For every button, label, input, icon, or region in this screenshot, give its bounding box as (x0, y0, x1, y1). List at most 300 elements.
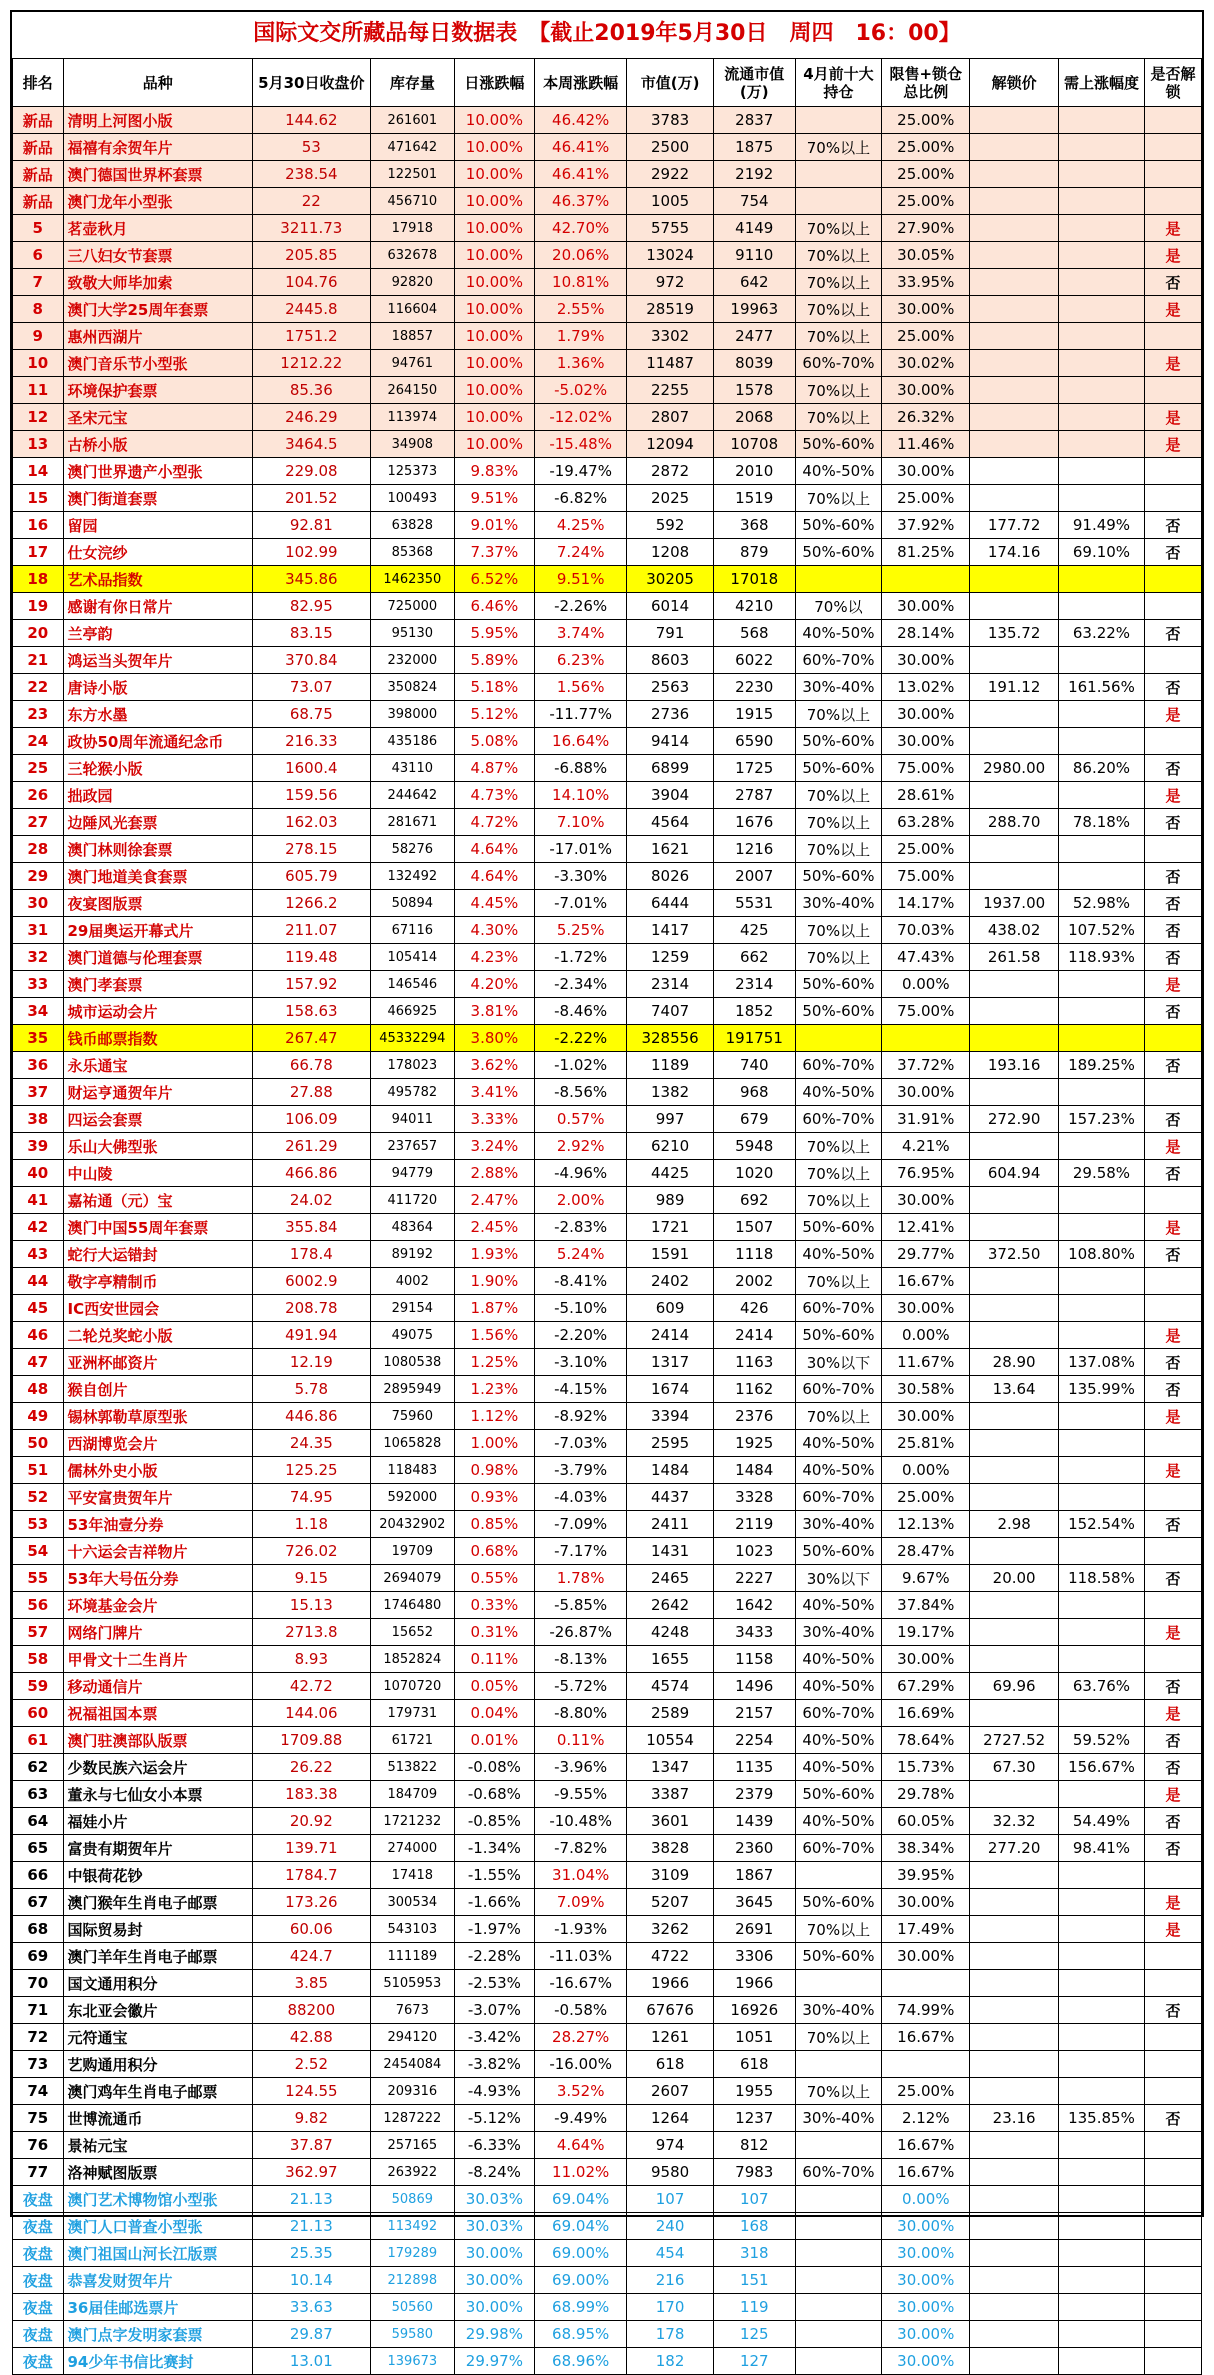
cell-rank: 45 (13, 1295, 64, 1322)
cell-hold: 70%以上 (795, 836, 881, 863)
cell-price: 24.35 (252, 1430, 370, 1457)
cell-hold: 30%-40% (795, 1511, 881, 1538)
cell-ratio: 16.67% (882, 2024, 970, 2051)
cell-flag: 是 (1145, 1214, 1202, 1241)
cell-stock: 1746480 (370, 1592, 454, 1619)
cell-mv: 1189 (627, 1052, 713, 1079)
cell-flag: 否 (1145, 1997, 1202, 2024)
cell-week: -1.72% (534, 944, 627, 971)
cell-flag: 否 (1145, 1565, 1202, 1592)
table-row (13, 1295, 1202, 1322)
cell-fmv: 1875 (713, 134, 795, 161)
cell-rank: 新品 (13, 107, 64, 134)
cell-hold: 70%以上 (795, 2024, 881, 2051)
cell-ratio: 30.00% (882, 1295, 970, 1322)
cell-pct: 2.45% (454, 1214, 534, 1241)
cell-pct: -3.42% (454, 2024, 534, 2051)
cell-stock: 179731 (370, 1700, 454, 1727)
cell-unlock (970, 350, 1058, 377)
cell-stock: 725000 (370, 593, 454, 620)
cell-pct: -4.93% (454, 2078, 534, 2105)
cell-name: 乐山大佛型张 (63, 1133, 252, 1160)
cell-need (1058, 1889, 1144, 1916)
cell-rank: 7 (13, 269, 64, 296)
cell-pct: 2.88% (454, 1160, 534, 1187)
cell-mv: 2025 (627, 485, 713, 512)
cell-week: -2.20% (534, 1322, 627, 1349)
cell-ratio: 13.02% (882, 674, 970, 701)
cell-ratio (882, 1970, 970, 1997)
cell-price: 446.86 (252, 1403, 370, 1430)
cell-rank: 76 (13, 2132, 64, 2159)
cell-flag: 否 (1145, 1511, 1202, 1538)
cell-price: 2713.8 (252, 1619, 370, 1646)
cell-ratio: 74.99% (882, 1997, 970, 2024)
cell-fmv: 1578 (713, 377, 795, 404)
cell-flag (1145, 647, 1202, 674)
cell-mv: 3601 (627, 1808, 713, 1835)
cell-stock: 50894 (370, 890, 454, 917)
cell-rank: 33 (13, 971, 64, 998)
cell-ratio: 11.46% (882, 431, 970, 458)
cell-flag: 是 (1145, 1619, 1202, 1646)
table-row (13, 1106, 1202, 1133)
cell-unlock (970, 728, 1058, 755)
cell-need: 63.76% (1058, 1673, 1144, 1700)
cell-name: 中银荷花钞 (63, 1862, 252, 1889)
cell-name: 古桥小版 (63, 431, 252, 458)
cell-ratio (882, 1025, 970, 1052)
cell-ratio: 11.67% (882, 1349, 970, 1376)
cell-unlock (970, 296, 1058, 323)
cell-hold (795, 2132, 881, 2159)
cell-hold: 50%-60% (795, 539, 881, 566)
cell-stock: 294120 (370, 2024, 454, 2051)
cell-mv: 1721 (627, 1214, 713, 1241)
cell-need: 137.08% (1058, 1349, 1144, 1376)
cell-mv: 4437 (627, 1484, 713, 1511)
cell-need (1058, 215, 1144, 242)
table-row (13, 1970, 1202, 1997)
cell-fmv: 754 (713, 188, 795, 215)
cell-flag (1145, 2321, 1202, 2348)
cell-flag: 是 (1145, 242, 1202, 269)
cell-unlock (970, 1079, 1058, 1106)
table-row (13, 1403, 1202, 1430)
cell-stock: 132492 (370, 863, 454, 890)
cell-flag (1145, 836, 1202, 863)
cell-unlock (970, 1997, 1058, 2024)
cell-stock: 244642 (370, 782, 454, 809)
cell-need (1058, 2132, 1144, 2159)
cell-flag (1145, 2240, 1202, 2267)
cell-name: 国际贸易封 (63, 1916, 252, 1943)
cell-hold: 70%以上 (795, 809, 881, 836)
cell-pct: 4.64% (454, 836, 534, 863)
cell-rank: 35 (13, 1025, 64, 1052)
cell-mv: 6444 (627, 890, 713, 917)
cell-fmv: 318 (713, 2240, 795, 2267)
cell-name: 艺购通用积分 (63, 2051, 252, 2078)
table-row (13, 1538, 1202, 1565)
cell-ratio: 12.41% (882, 1214, 970, 1241)
cell-unlock (970, 2024, 1058, 2051)
table-row (13, 539, 1202, 566)
cell-week: 10.81% (534, 269, 627, 296)
cell-unlock (970, 431, 1058, 458)
cell-hold: 70%以上 (795, 917, 881, 944)
cell-rank: 72 (13, 2024, 64, 2051)
cell-week: -16.67% (534, 1970, 627, 1997)
cell-rank: 38 (13, 1106, 64, 1133)
cell-week: -8.41% (534, 1268, 627, 1295)
cell-week: 46.41% (534, 134, 627, 161)
cell-unlock (970, 647, 1058, 674)
cell-pct: 4.30% (454, 917, 534, 944)
cell-unlock (970, 2051, 1058, 2078)
cell-mv: 5207 (627, 1889, 713, 1916)
cell-week: 46.42% (534, 107, 627, 134)
cell-fmv: 4210 (713, 593, 795, 620)
cell-rank: 32 (13, 944, 64, 971)
table-row (13, 2024, 1202, 2051)
table-row (13, 1673, 1202, 1700)
cell-stock: 350824 (370, 674, 454, 701)
cell-fmv: 6590 (713, 728, 795, 755)
cell-ratio: 30.00% (882, 593, 970, 620)
cell-stock: 63828 (370, 512, 454, 539)
cell-hold: 30%以下 (795, 1565, 881, 1592)
cell-name: 边陲风光套票 (63, 809, 252, 836)
cell-need (1058, 2267, 1144, 2294)
cell-ratio: 30.00% (882, 2321, 970, 2348)
header-cell: 是否解锁 (1145, 59, 1202, 107)
cell-rank: 34 (13, 998, 64, 1025)
cell-rank: 31 (13, 917, 64, 944)
cell-pct: 10.00% (454, 323, 534, 350)
cell-stock: 1287222 (370, 2105, 454, 2132)
cell-week: -6.88% (534, 755, 627, 782)
cell-rank: 57 (13, 1619, 64, 1646)
cell-rank: 36 (13, 1052, 64, 1079)
cell-hold: 30%-40% (795, 890, 881, 917)
cell-need (1058, 1457, 1144, 1484)
cell-flag: 否 (1145, 998, 1202, 1025)
cell-week: 2.55% (534, 296, 627, 323)
cell-flag (1145, 2159, 1202, 2186)
cell-fmv: 2691 (713, 1916, 795, 1943)
cell-need (1058, 1700, 1144, 1727)
cell-flag: 否 (1145, 890, 1202, 917)
cell-hold (795, 2294, 881, 2321)
cell-rank: 68 (13, 1916, 64, 1943)
cell-ratio: 30.00% (882, 1943, 970, 1970)
cell-flag (1145, 1025, 1202, 1052)
cell-price: 82.95 (252, 593, 370, 620)
cell-name: 三八妇女节套票 (63, 242, 252, 269)
cell-name: 唐诗小版 (63, 674, 252, 701)
cell-ratio: 30.00% (882, 1889, 970, 1916)
table-row (13, 1646, 1202, 1673)
cell-fmv: 119 (713, 2294, 795, 2321)
cell-fmv: 2376 (713, 1403, 795, 1430)
cell-week: 69.04% (534, 2213, 627, 2240)
cell-price: 1784.7 (252, 1862, 370, 1889)
cell-week: -8.92% (534, 1403, 627, 1430)
cell-price: 205.85 (252, 242, 370, 269)
table-row (13, 215, 1202, 242)
cell-hold: 70%以上 (795, 1133, 881, 1160)
cell-pct: 1.56% (454, 1322, 534, 1349)
cell-need (1058, 1943, 1144, 1970)
cell-need (1058, 2051, 1144, 2078)
cell-need (1058, 998, 1144, 1025)
cell-week: -8.56% (534, 1079, 627, 1106)
cell-price: 33.63 (252, 2294, 370, 2321)
cell-fmv: 10708 (713, 431, 795, 458)
cell-stock: 435186 (370, 728, 454, 755)
cell-unlock: 261.58 (970, 944, 1058, 971)
cell-pct: 4.87% (454, 755, 534, 782)
cell-mv: 8603 (627, 647, 713, 674)
cell-mv: 2807 (627, 404, 713, 431)
cell-ratio: 63.28% (882, 809, 970, 836)
cell-pct: -8.24% (454, 2159, 534, 2186)
cell-ratio: 29.78% (882, 1781, 970, 1808)
cell-stock: 116604 (370, 296, 454, 323)
cell-flag (1145, 566, 1202, 593)
cell-flag (1145, 1268, 1202, 1295)
cell-pct: 0.11% (454, 1646, 534, 1673)
cell-unlock (970, 1214, 1058, 1241)
cell-stock: 178023 (370, 1052, 454, 1079)
cell-week: -15.48% (534, 431, 627, 458)
table-row (13, 1025, 1202, 1052)
cell-stock: 513822 (370, 1754, 454, 1781)
header-row (13, 59, 1202, 107)
cell-flag (1145, 2132, 1202, 2159)
cell-mv: 1966 (627, 1970, 713, 1997)
cell-stock: 1852824 (370, 1646, 454, 1673)
cell-pct: -0.85% (454, 1808, 534, 1835)
cell-fmv: 2254 (713, 1727, 795, 1754)
cell-rank: 59 (13, 1673, 64, 1700)
cell-ratio: 0.00% (882, 2186, 970, 2213)
cell-pct: 3.33% (454, 1106, 534, 1133)
cell-unlock (970, 215, 1058, 242)
cell-mv: 1005 (627, 188, 713, 215)
cell-fmv: 5531 (713, 890, 795, 917)
table-row (13, 1133, 1202, 1160)
cell-stock: 95130 (370, 620, 454, 647)
cell-unlock (970, 836, 1058, 863)
cell-mv: 2563 (627, 674, 713, 701)
cell-hold (795, 161, 881, 188)
cell-stock: 232000 (370, 647, 454, 674)
cell-mv: 1655 (627, 1646, 713, 1673)
cell-price: 261.29 (252, 1133, 370, 1160)
cell-unlock (970, 2159, 1058, 2186)
cell-unlock (970, 1700, 1058, 1727)
cell-ratio: 17.49% (882, 1916, 970, 1943)
cell-need (1058, 1079, 1144, 1106)
cell-rank: 21 (13, 647, 64, 674)
cell-stock: 92820 (370, 269, 454, 296)
cell-flag: 是 (1145, 1889, 1202, 1916)
cell-fmv: 968 (713, 1079, 795, 1106)
table-row (13, 1484, 1202, 1511)
cell-week: -2.22% (534, 1025, 627, 1052)
cell-stock: 263922 (370, 2159, 454, 2186)
cell-hold (795, 566, 881, 593)
cell-mv: 1484 (627, 1457, 713, 1484)
cell-pct: 0.04% (454, 1700, 534, 1727)
cell-pct: 10.00% (454, 404, 534, 431)
cell-pct: 3.80% (454, 1025, 534, 1052)
cell-rank: 49 (13, 1403, 64, 1430)
cell-stock: 94011 (370, 1106, 454, 1133)
cell-name: 拙政园 (63, 782, 252, 809)
cell-unlock (970, 1916, 1058, 1943)
cell-flag: 是 (1145, 971, 1202, 998)
table-row (13, 377, 1202, 404)
cell-pct: 29.98% (454, 2321, 534, 2348)
cell-price: 3.85 (252, 1970, 370, 1997)
table-row (13, 674, 1202, 701)
cell-hold: 30%-40% (795, 2105, 881, 2132)
table-row (13, 2321, 1202, 2348)
cell-need (1058, 1484, 1144, 1511)
cell-mv: 28519 (627, 296, 713, 323)
cell-pct: 5.08% (454, 728, 534, 755)
cell-ratio: 25.00% (882, 2078, 970, 2105)
cell-week: -26.87% (534, 1619, 627, 1646)
cell-stock: 34908 (370, 431, 454, 458)
cell-unlock (970, 1619, 1058, 1646)
cell-fmv: 1676 (713, 809, 795, 836)
cell-mv: 9580 (627, 2159, 713, 2186)
cell-price: 491.94 (252, 1322, 370, 1349)
cell-week: 3.74% (534, 620, 627, 647)
cell-unlock: 69.96 (970, 1673, 1058, 1700)
cell-mv: 2607 (627, 2078, 713, 2105)
table-row (13, 1187, 1202, 1214)
table-row (13, 134, 1202, 161)
cell-rank: 17 (13, 539, 64, 566)
cell-need: 63.22% (1058, 620, 1144, 647)
cell-name: 锡林郭勒草原型张 (63, 1403, 252, 1430)
cell-fmv: 1051 (713, 2024, 795, 2051)
cell-stock: 261601 (370, 107, 454, 134)
cell-price: 355.84 (252, 1214, 370, 1241)
cell-name: 敬字亭精制币 (63, 1268, 252, 1295)
cell-hold (795, 2186, 881, 2213)
cell-fmv: 6022 (713, 647, 795, 674)
cell-mv: 3394 (627, 1403, 713, 1430)
cell-hold: 60%-70% (795, 1295, 881, 1322)
cell-need (1058, 2348, 1144, 2375)
cell-stock: 411720 (370, 1187, 454, 1214)
cell-ratio: 38.34% (882, 1835, 970, 1862)
cell-name: 夜宴图版票 (63, 890, 252, 917)
cell-need (1058, 1322, 1144, 1349)
cell-pct: 0.31% (454, 1619, 534, 1646)
cell-price: 2445.8 (252, 296, 370, 323)
cell-need (1058, 1295, 1144, 1322)
cell-name: 感谢有你日常片 (63, 593, 252, 620)
cell-pct: 9.51% (454, 485, 534, 512)
cell-stock: 471642 (370, 134, 454, 161)
cell-flag: 是 (1145, 782, 1202, 809)
cell-rank: 10 (13, 350, 64, 377)
table-row (13, 404, 1202, 431)
cell-flag (1145, 1295, 1202, 1322)
cell-pct: 10.00% (454, 431, 534, 458)
cell-hold: 50%-60% (795, 1943, 881, 1970)
cell-hold: 50%-60% (795, 755, 881, 782)
cell-stock: 1065828 (370, 1430, 454, 1457)
cell-rank: 54 (13, 1538, 64, 1565)
cell-hold: 50%-60% (795, 1538, 881, 1565)
cell-flag: 否 (1145, 944, 1202, 971)
cell-rank: 18 (13, 566, 64, 593)
cell-hold: 70%以上 (795, 944, 881, 971)
cell-hold: 70%以上 (795, 323, 881, 350)
cell-mv: 618 (627, 2051, 713, 2078)
cell-ratio: 2.12% (882, 2105, 970, 2132)
cell-rank: 25 (13, 755, 64, 782)
cell-need (1058, 1025, 1144, 1052)
cell-week: -4.03% (534, 1484, 627, 1511)
cell-pct: -1.66% (454, 1889, 534, 1916)
cell-price: 370.84 (252, 647, 370, 674)
cell-rank: 77 (13, 2159, 64, 2186)
cell-rank: 28 (13, 836, 64, 863)
cell-flag: 否 (1145, 1673, 1202, 1700)
cell-unlock (970, 377, 1058, 404)
cell-week: 3.52% (534, 2078, 627, 2105)
cell-unlock (970, 1430, 1058, 1457)
cell-hold: 70%以上 (795, 1403, 881, 1430)
table-row (13, 1619, 1202, 1646)
cell-price: 158.63 (252, 998, 370, 1025)
cell-pct: 6.52% (454, 566, 534, 593)
cell-fmv: 19963 (713, 296, 795, 323)
cell-hold: 50%-60% (795, 431, 881, 458)
cell-price: 106.09 (252, 1106, 370, 1133)
cell-unlock: 1937.00 (970, 890, 1058, 917)
cell-hold (795, 2213, 881, 2240)
cell-mv: 4564 (627, 809, 713, 836)
cell-price: 26.22 (252, 1754, 370, 1781)
cell-pct: 10.00% (454, 134, 534, 161)
cell-stock: 466925 (370, 998, 454, 1025)
cell-unlock (970, 701, 1058, 728)
cell-need (1058, 1646, 1144, 1673)
cell-stock: 67116 (370, 917, 454, 944)
cell-unlock (970, 188, 1058, 215)
cell-unlock: 604.94 (970, 1160, 1058, 1187)
table-row (13, 350, 1202, 377)
cell-price: 1.18 (252, 1511, 370, 1538)
cell-price: 29.87 (252, 2321, 370, 2348)
cell-price: 173.26 (252, 1889, 370, 1916)
table-row (13, 1781, 1202, 1808)
cell-ratio: 30.00% (882, 1079, 970, 1106)
cell-unlock (970, 1187, 1058, 1214)
cell-mv: 1621 (627, 836, 713, 863)
cell-name: 嘉祐通（元）宝 (63, 1187, 252, 1214)
